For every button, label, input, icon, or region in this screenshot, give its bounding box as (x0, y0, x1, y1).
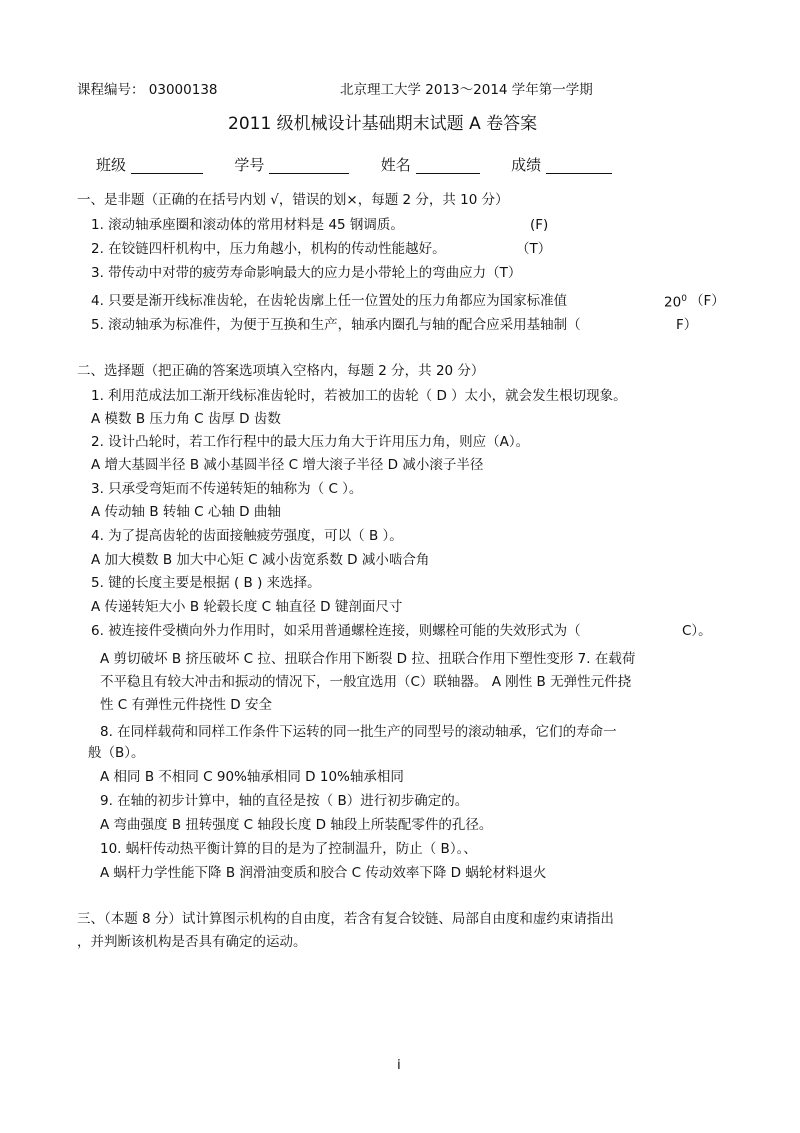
section2-heading: 二、选择题（把正确的答案选项填入空格内，每题 2 分，共 20 分） (77, 363, 485, 379)
class-label: 班级 (96, 156, 127, 174)
id-blank (269, 157, 349, 174)
score-blank (546, 157, 612, 174)
s2-question-8-line2: 般（B）。 (88, 745, 145, 761)
s2-options-2: A 增大基圆半径 B 减小基圆半径 C 增大滚子半径 D 减小滚子半径 (91, 457, 484, 473)
course-code: 课程编号： 03000138 (77, 82, 218, 98)
s2-question-1: 1. 利用范成法加工渐开线标准齿轮时，若被加工的齿轮（ D ）太小，就会发生根切现象。 (91, 388, 627, 404)
section3-line1: 三、（本题 8 分）试计算图示机构的自由度，若含有复合铰链、局部自由度和虚约束请指出 (77, 911, 614, 927)
s2-question-6: 6. 被连接件受横向外力作用时，如采用普通螺栓连接，则螺栓可能的失效形式为（ (91, 623, 581, 639)
s2-options-6-line2: 不平稳且有较大冲击和振动的情况下，一般宜选用（C）联轴器。 A 刚性 B 无弹性元件挠 (100, 674, 632, 690)
s2-options-1: A 模数 B 压力角 C 齿厚 D 齿数 (91, 411, 281, 427)
s1-answer-5: F） (676, 317, 698, 333)
s1-answer-4: （F） (690, 293, 725, 309)
name-blank (416, 157, 480, 174)
s2-options-8: A 相同 B 不相同 C 90%轴承相同 D 10%轴承相同 (100, 769, 404, 785)
page-number: i (397, 1057, 401, 1073)
s2-options-10: A 蜗杆力学性能下降 B 润滑油变质和胶合 C 传动效率下降 D 蜗轮材料退火 (100, 865, 547, 881)
s2-options-9: A 弯曲强度 B 扭转强度 C 轴段长度 D 轴段上所装配零件的孔径。 (100, 817, 493, 833)
s2-answer-6: C）。 (682, 623, 712, 639)
s1-value-4-sup: 0 (681, 294, 687, 304)
section1-heading: 一、是非题（正确的在括号内划 √，错误的划×，每题 2 分，共 10 分） (77, 192, 509, 208)
s2-options-6-line3: 性 C 有弹性元件挠性 D 安全 (100, 697, 272, 713)
s1-question-1: 1. 滚动轴承座圈和滚动体的常用材料是 45 钢调质。 (91, 217, 404, 233)
s2-options-3: A 传动轴 B 转轴 C 心轴 D 曲轴 (91, 504, 281, 520)
s1-question-5: 5. 滚动轴承为标准件，为便于互换和生产，轴承内圈孔与轴的配合应采用基轴制（ (91, 317, 581, 333)
s2-question-3: 3. 只承受弯矩而不传递转矩的轴称为（ C ）。 (91, 481, 363, 497)
s1-question-3: 3. 带传动中对带的疲劳寿命影响最大的应力是小带轮上的弯曲应力（T） (91, 265, 522, 281)
s2-question-10: 10. 蜗杆传动热平衡计算的目的是为了控制温升，防止（ B）。、 (100, 841, 477, 857)
class-blank (131, 157, 203, 174)
student-info-row (96, 156, 612, 174)
s2-options-4: A 加大模数 B 加大中心矩 C 减小齿宽系数 D 减小啮合角 (91, 552, 430, 568)
s2-question-5: 5. 键的长度主要是根据 ( B ) 来选择。 (91, 575, 321, 591)
s2-question-2: 2. 设计凸轮时，若工作行程中的最大压力角大于许用压力角，则应（A）。 (91, 434, 530, 450)
s1-value-4-base: 20 (664, 294, 682, 311)
s2-question-4: 4. 为了提高齿轮的齿面接触疲劳强度，可以（ B ）。 (91, 528, 403, 544)
s2-question-9: 9. 在轴的初步计算中，轴的直径是按（ B）进行初步确定的。 (100, 793, 469, 809)
name-label: 姓名 (380, 156, 411, 174)
university-term: 北京理工大学 2013～2014 学年第一学期 (340, 82, 593, 98)
page-title: 2011 级机械设计基础期末试题 A 卷答案 (228, 114, 538, 134)
s1-answer-1: (F) (530, 217, 549, 233)
id-label: 学号 (234, 156, 265, 174)
s2-question-8-line1: 8. 在同样载荷和同样工作条件下运转的同一批生产的同型号的滚动轴承，它们的寿命一 (100, 724, 617, 740)
s1-value-4 (664, 290, 687, 312)
section3-line2: ，并判断该机构是否具有确定的运动。 (77, 934, 307, 950)
s2-options-5: A 传递转矩大小 B 轮毂长度 C 轴直径 D 键剖面尺寸 (91, 599, 403, 615)
s1-question-4: 4. 只要是渐开线标准齿轮，在齿轮齿廓上任一位置处的压力角都应为国家标准值 (91, 293, 568, 309)
score-label: 成绩 (511, 156, 542, 174)
s1-answer-2: （T） (516, 241, 552, 257)
s1-question-2: 2. 在铰链四杆机构中，压力角越小，机构的传动性能越好。 (91, 241, 446, 257)
s2-options-6-line1: A 剪切破坏 B 挤压破坏 C 拉、扭联合作用下断裂 D 拉、扭联合作用下塑性变形 7. 在载荷 (100, 651, 636, 667)
